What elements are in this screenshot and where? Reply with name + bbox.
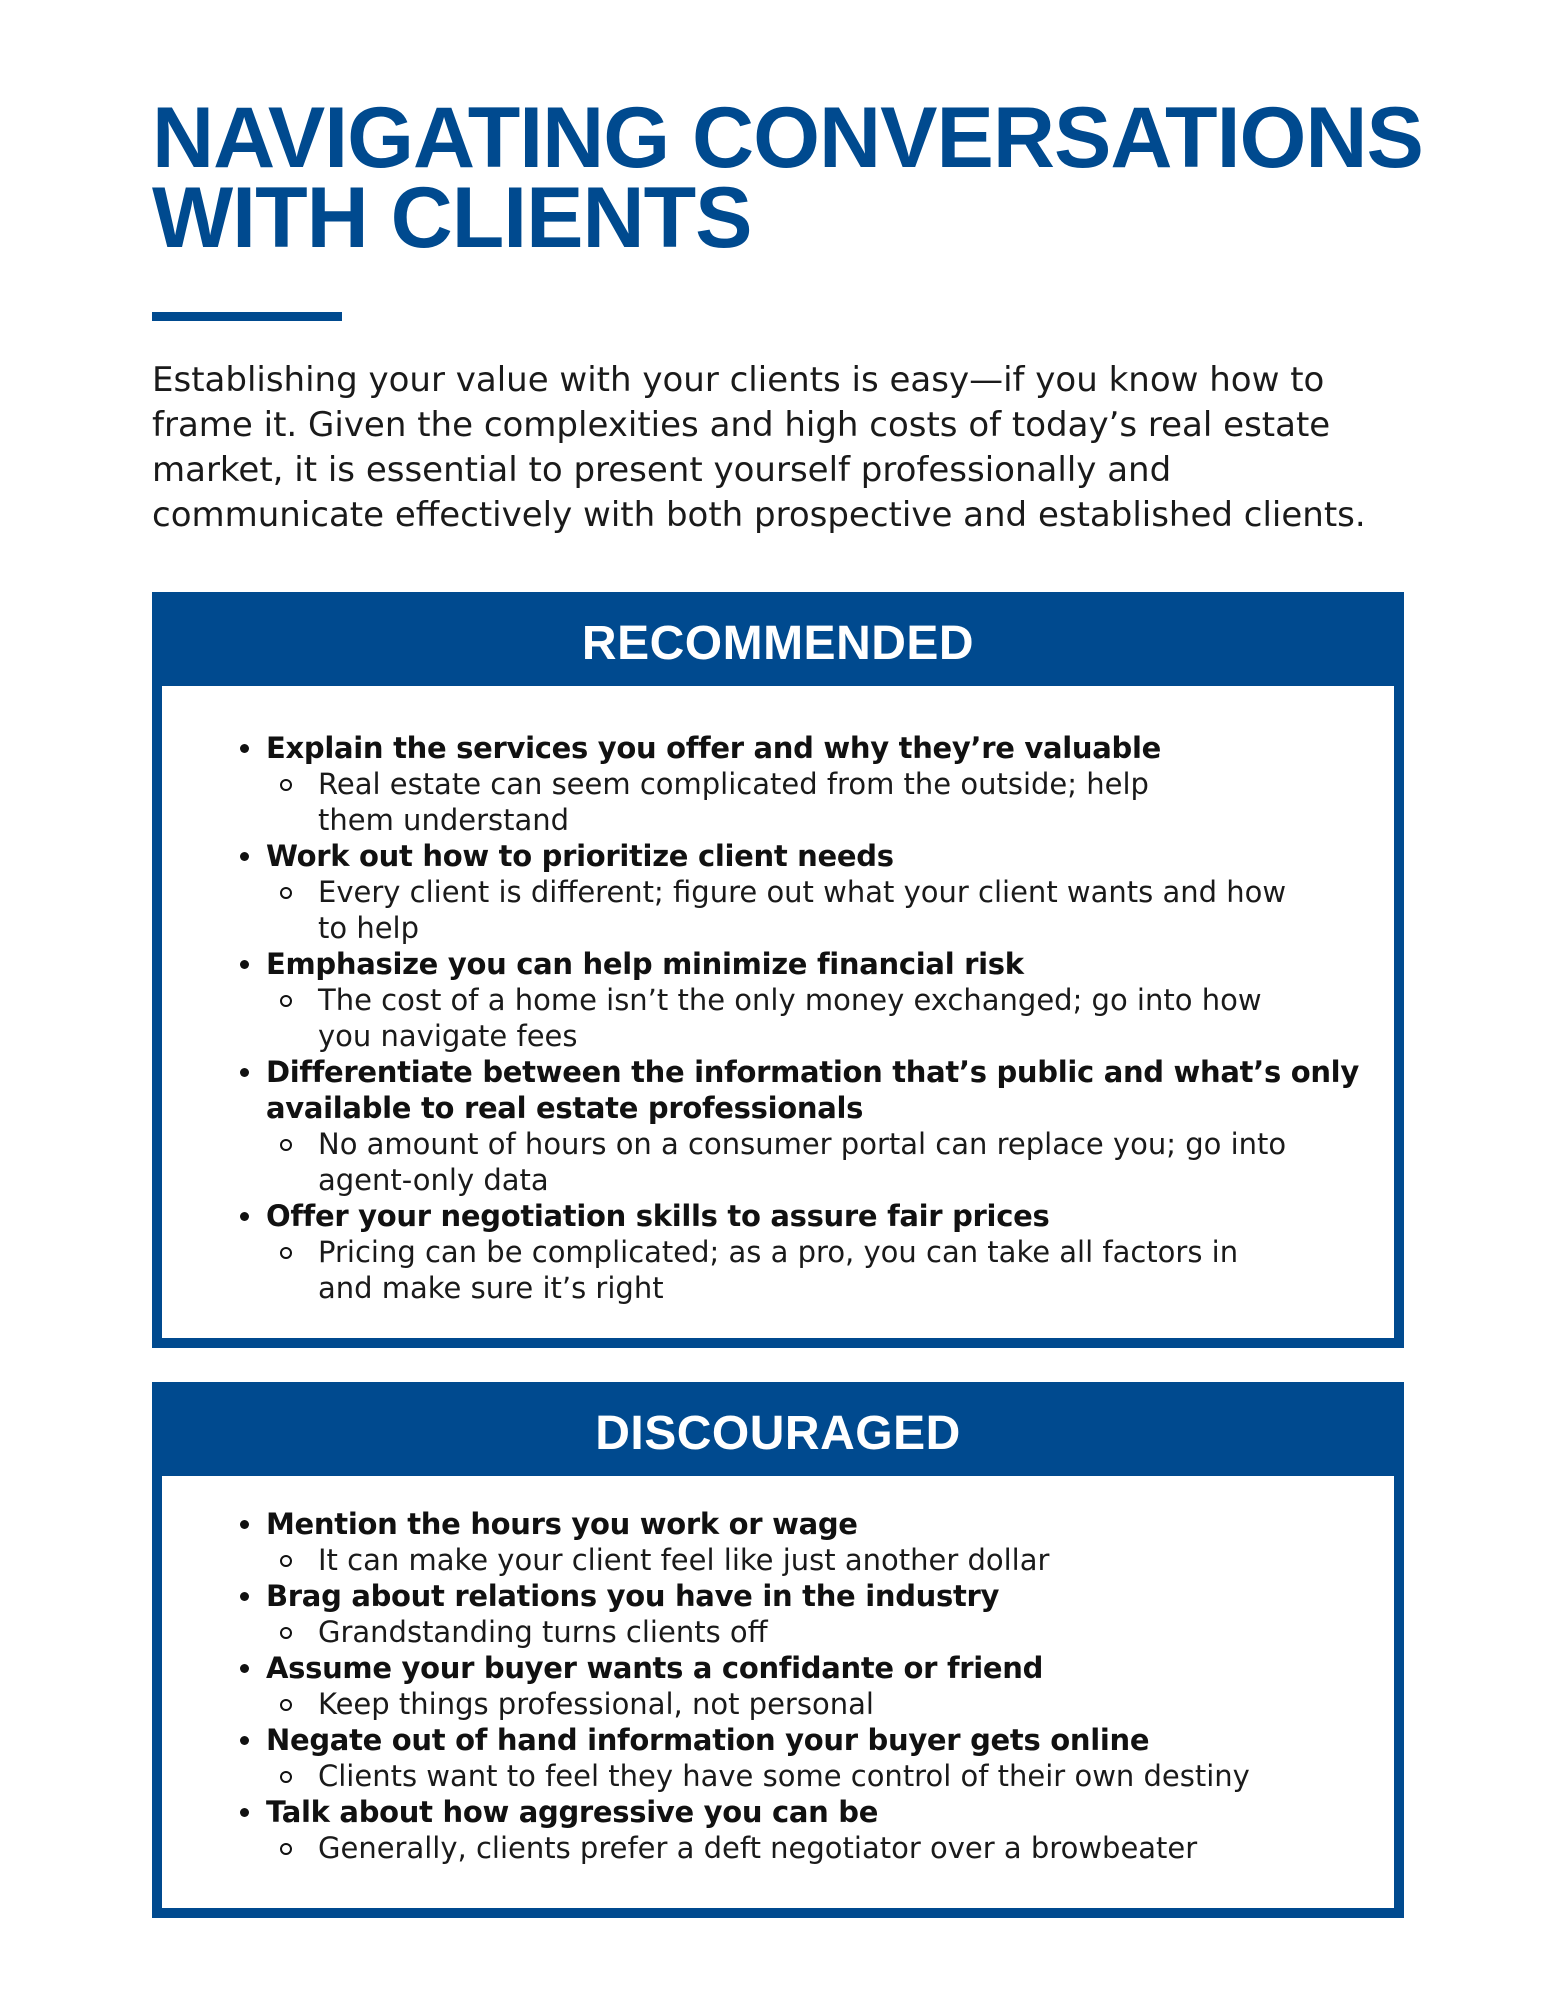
item-detail-line: Pricing can be complicated; as a pro, you can take all factors in <box>318 1235 1239 1269</box>
list-item <box>162 838 1394 946</box>
item-title-line: Differentiate between the information that’s public and what’s only <box>266 1055 1359 1089</box>
item-title-line: Mention the hours you work or wage <box>266 1507 858 1541</box>
hollow-bullet-icon <box>280 1771 292 1783</box>
bullet-icon <box>240 1664 249 1673</box>
item-detail <box>266 1234 1394 1306</box>
item-title <box>266 1198 1394 1234</box>
intro-line: frame it. Given the complexities and high costs of today’s real estate <box>152 405 1331 445</box>
recommended-panel <box>152 592 1404 1348</box>
bullet-icon <box>240 960 249 969</box>
item-detail-line: It can make your client feel like just another dollar <box>318 1543 1050 1577</box>
item-detail <box>266 982 1394 1054</box>
title-divider <box>152 312 342 321</box>
recommended-list-container <box>162 730 1394 1306</box>
item-title-line: Offer your negotiation skills to assure fair prices <box>266 1199 1050 1233</box>
hollow-bullet-icon <box>280 1555 292 1567</box>
item-detail-line: to help <box>318 911 420 945</box>
item-detail <box>266 1126 1394 1198</box>
bullet-icon <box>240 1520 249 1529</box>
hollow-bullet-icon <box>280 1247 292 1259</box>
item-detail-line: Real estate can seem complicated from the outside; help <box>318 767 1149 801</box>
list-item <box>162 946 1394 1054</box>
discouraged-list-container <box>162 1506 1394 1866</box>
item-detail-line: and make sure it’s right <box>318 1271 664 1305</box>
list-item <box>162 1650 1394 1722</box>
item-title-line: Emphasize you can help minimize financial risk <box>266 947 1024 981</box>
item-detail-line: you navigate fees <box>318 1019 578 1053</box>
list-item <box>162 1722 1394 1794</box>
hollow-bullet-icon <box>280 1139 292 1151</box>
discouraged-heading: DISCOURAGED <box>162 1392 1394 1476</box>
intro-line: market, it is essential to present yourself professionally and <box>152 450 1172 490</box>
list-item <box>162 1198 1394 1306</box>
item-title <box>266 1794 1394 1830</box>
item-title-line: Work out how to prioritize client needs <box>266 839 894 873</box>
item-detail-line: Clients want to feel they have some control of their own destiny <box>318 1759 1250 1793</box>
item-detail <box>266 1614 1394 1650</box>
item-title-line: Assume your buyer wants a confidante or friend <box>266 1651 1044 1685</box>
item-title <box>266 946 1394 982</box>
item-detail <box>266 1830 1394 1866</box>
bullet-icon <box>240 1736 249 1745</box>
item-title <box>266 1506 1394 1542</box>
list-item <box>162 730 1394 838</box>
page-title-line: WITH CLIENTS <box>152 170 752 266</box>
item-title-line: Talk about how aggressive you can be <box>266 1795 879 1829</box>
hollow-bullet-icon <box>280 1627 292 1639</box>
intro-paragraph <box>152 358 1472 538</box>
page-title-line: NAVIGATING CONVERSATIONS <box>152 90 1423 186</box>
item-detail-line: Generally, clients prefer a deft negotiator over a browbeater <box>318 1831 1198 1865</box>
item-title <box>266 730 1394 766</box>
item-title <box>266 1722 1394 1758</box>
item-title <box>266 1650 1394 1686</box>
item-detail-line: Grandstanding turns clients off <box>318 1615 768 1649</box>
item-detail <box>266 1686 1394 1722</box>
item-title-line: Brag about relations you have in the industry <box>266 1579 1000 1613</box>
list-item <box>162 1054 1394 1198</box>
item-detail-line: Every client is different; figure out what your client wants and how <box>318 875 1287 909</box>
hollow-bullet-icon <box>280 1843 292 1855</box>
bullet-icon <box>240 1808 249 1817</box>
item-title <box>266 1054 1394 1126</box>
list-item <box>162 1506 1394 1578</box>
bullet-icon <box>240 744 249 753</box>
item-title <box>266 1578 1394 1614</box>
bullet-icon <box>240 1592 249 1601</box>
item-detail-line: The cost of a home isn’t the only money exchanged; go into how <box>318 983 1262 1017</box>
bullet-icon <box>240 852 249 861</box>
bullet-icon <box>240 1212 249 1221</box>
hollow-bullet-icon <box>280 779 292 791</box>
discouraged-list <box>162 1506 1394 1866</box>
bullet-icon <box>240 1068 249 1077</box>
item-detail-line: No amount of hours on a consumer portal can replace you; go into <box>318 1127 1287 1161</box>
item-title <box>266 838 1394 874</box>
hollow-bullet-icon <box>280 887 292 899</box>
hollow-bullet-icon <box>280 1699 292 1711</box>
item-detail <box>266 1758 1394 1794</box>
item-title-line: Negate out of hand information your buyer gets online <box>266 1723 1150 1757</box>
item-detail-line: agent-only data <box>318 1163 549 1197</box>
discouraged-panel <box>152 1382 1404 1918</box>
recommended-list <box>162 730 1394 1306</box>
item-detail-line: Keep things professional, not personal <box>318 1687 874 1721</box>
item-detail <box>266 874 1394 946</box>
item-title-line: available to real estate professionals <box>266 1091 864 1125</box>
hollow-bullet-icon <box>280 995 292 1007</box>
list-item <box>162 1794 1394 1866</box>
page-title <box>152 90 1512 266</box>
item-detail-line: them understand <box>318 803 570 837</box>
intro-line: communicate effectively with both prospective and established clients. <box>152 495 1366 535</box>
list-item <box>162 1578 1394 1650</box>
recommended-heading: RECOMMENDED <box>162 602 1394 686</box>
item-detail <box>266 1542 1394 1578</box>
item-detail <box>266 766 1394 838</box>
item-title-line: Explain the services you offer and why they’re valuable <box>266 731 1161 765</box>
intro-line: Establishing your value with your clients is easy—if you know how to <box>152 360 1325 400</box>
